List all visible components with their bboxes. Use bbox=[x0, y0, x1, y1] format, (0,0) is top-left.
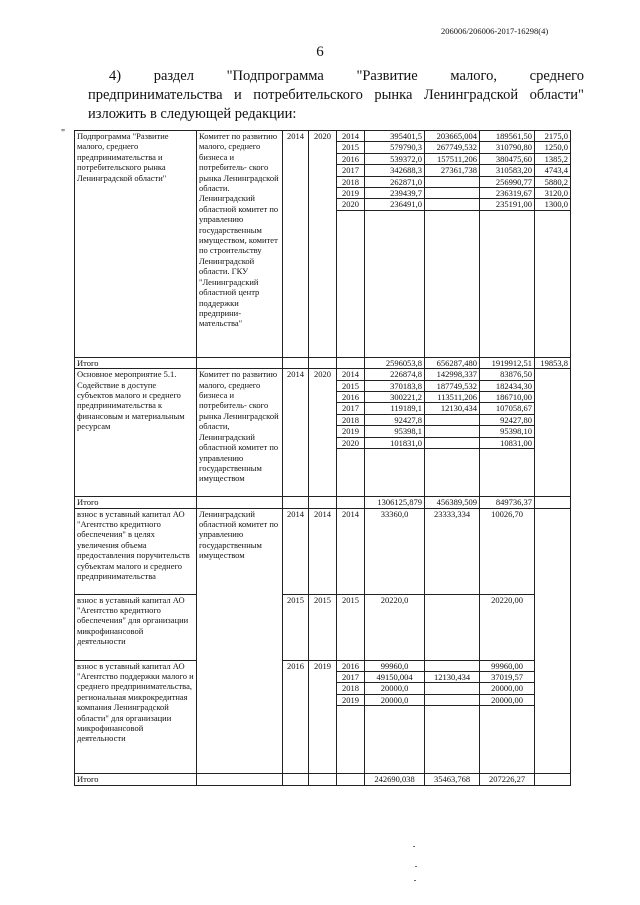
contribution-name: взнос в уставный капитал АО "Агентство кредитного обеспечения" для организации микрофинансовой деятельности bbox=[75, 594, 197, 660]
regional-cell: 95398,10 bbox=[480, 426, 535, 437]
total-cell: 236491,0 bbox=[365, 199, 425, 210]
intro-word: среднего bbox=[529, 68, 584, 84]
total-cell: 226874,8 bbox=[365, 369, 425, 380]
year-cell: 2015 bbox=[337, 594, 365, 660]
total-cell: 99960,0 bbox=[365, 660, 425, 671]
total-cell: 370183,8 bbox=[365, 380, 425, 391]
total-cell: 49150,004 bbox=[365, 671, 425, 682]
total-row bbox=[75, 357, 571, 368]
total-cell: 242690,038 bbox=[365, 774, 425, 785]
federal-cell: 187749,532 bbox=[425, 380, 480, 391]
federal-cell: 35463,768 bbox=[425, 774, 480, 785]
regional-cell: 20000,00 bbox=[480, 694, 535, 705]
year-cell: 2019 bbox=[337, 188, 365, 199]
year-cell: 2014 bbox=[337, 131, 365, 142]
year-cell: 2018 bbox=[337, 176, 365, 187]
table-row bbox=[75, 660, 571, 671]
contribution-start: 2014 bbox=[283, 508, 309, 594]
total-cell: 539372,0 bbox=[365, 153, 425, 164]
year-cell: 2017 bbox=[337, 403, 365, 414]
contribution-start: 2015 bbox=[283, 594, 309, 660]
year-cell: 2015 bbox=[337, 142, 365, 153]
intro-line-2 bbox=[88, 86, 584, 105]
total-cell: 342688,3 bbox=[365, 165, 425, 176]
regional-cell: 182434,30 bbox=[480, 380, 535, 391]
intro-word: рынка bbox=[374, 87, 413, 103]
total-cell: 20000,0 bbox=[365, 694, 425, 705]
regional-cell: 310583,20 bbox=[480, 165, 535, 176]
intro-word: "Развитие bbox=[356, 68, 418, 84]
federal-cell: 267749,532 bbox=[425, 142, 480, 153]
federal-cell: 456389,509 bbox=[425, 497, 480, 508]
year-cell: 2020 bbox=[337, 199, 365, 210]
regional-cell: 10026,70 bbox=[480, 508, 535, 594]
total-cell: 262871,0 bbox=[365, 176, 425, 187]
scan-speck bbox=[415, 866, 417, 867]
total-row bbox=[75, 774, 571, 785]
other-cell: 3120,0 bbox=[535, 188, 571, 199]
total-cell: 20220,0 bbox=[365, 594, 425, 660]
other-cell: 1300,0 bbox=[535, 199, 571, 210]
contribution-name: взнос в уставный капитал АО "Агентство кредитного обеспечения" в целях увеличения объема предоставления поручительств субъектам малого и среднего предпринимательства bbox=[75, 508, 197, 594]
scan-speck bbox=[414, 880, 416, 881]
regional-cell: 83876,50 bbox=[480, 369, 535, 380]
total-label: Итого bbox=[75, 497, 197, 508]
intro-word: малого, bbox=[450, 68, 497, 84]
intro-word: предпринимательства bbox=[88, 87, 223, 103]
funding-table bbox=[74, 130, 571, 786]
year-cell: 2018 bbox=[337, 414, 365, 425]
year-cell: 2017 bbox=[337, 671, 365, 682]
federal-cell bbox=[425, 426, 480, 437]
federal-cell bbox=[425, 694, 480, 705]
federal-cell: 12130,434 bbox=[425, 671, 480, 682]
page-number: 6 bbox=[316, 44, 324, 60]
program-executor: Комитет по развитию малого, среднего бизнеса и потребитель- ского рынка Ленинградской области. Ленинградский областной комитет по управлению государственным имуществом, комитет по строительству Ленинградской области. ГКУ "Ленинградский областной центр поддержки предприни- мательства" bbox=[197, 131, 283, 358]
federal-cell bbox=[425, 414, 480, 425]
total-cell: 2596053,8 bbox=[365, 357, 425, 368]
year-cell: 2016 bbox=[337, 660, 365, 671]
regional-cell: 99960,00 bbox=[480, 660, 535, 671]
federal-cell: 12130,434 bbox=[425, 403, 480, 414]
intro-line-3: изложить в следующей редакции: bbox=[88, 106, 297, 122]
year-cell: 2016 bbox=[337, 153, 365, 164]
federal-cell bbox=[425, 188, 480, 199]
intro-word: и bbox=[234, 87, 242, 103]
total-cell: 239439,7 bbox=[365, 188, 425, 199]
contribution-start: 2016 bbox=[283, 660, 309, 774]
scan-speck bbox=[413, 846, 415, 847]
federal-cell: 23333,334 bbox=[425, 508, 480, 594]
federal-cell: 113511,206 bbox=[425, 392, 480, 403]
regional-cell: 20220,00 bbox=[480, 594, 535, 660]
regional-cell: 235191,00 bbox=[480, 199, 535, 210]
opening-quote: " bbox=[61, 128, 66, 139]
year-cell: 2014 bbox=[337, 369, 365, 380]
table-row bbox=[75, 594, 571, 660]
contribution-end: 2019 bbox=[309, 660, 337, 774]
total-cell: 101831,0 bbox=[365, 437, 425, 448]
total-cell: 579790,3 bbox=[365, 142, 425, 153]
year-cell: 2015 bbox=[337, 380, 365, 391]
regional-cell: 236319,67 bbox=[480, 188, 535, 199]
program-end: 2020 bbox=[309, 131, 337, 358]
intro-word: раздел bbox=[153, 68, 194, 84]
total-cell: 119189,1 bbox=[365, 403, 425, 414]
intro-word: Ленинградской bbox=[423, 87, 519, 103]
total-cell: 300221,2 bbox=[365, 392, 425, 403]
regional-cell: 92427,80 bbox=[480, 414, 535, 425]
federal-cell bbox=[425, 594, 480, 660]
total-cell: 92427,8 bbox=[365, 414, 425, 425]
federal-cell bbox=[425, 437, 480, 448]
federal-cell bbox=[425, 683, 480, 694]
total-label: Итого bbox=[75, 357, 197, 368]
year-cell: 2018 bbox=[337, 683, 365, 694]
year-cell: 2019 bbox=[337, 426, 365, 437]
total-cell: 33360,0 bbox=[365, 508, 425, 594]
year-cell: 2014 bbox=[337, 508, 365, 594]
measure-executor: Комитет по развитию малого, среднего бизнеса и потребитель- ского рынка Ленинградской области, Ленинградский областной комитет по управлению государственным имуществом bbox=[197, 369, 283, 497]
measure-end: 2020 bbox=[309, 369, 337, 497]
regional-cell: 189561,50 bbox=[480, 131, 535, 142]
contribution-end: 2014 bbox=[309, 508, 337, 594]
regional-cell: 107058,67 bbox=[480, 403, 535, 414]
intro-word: "Подпрограмма bbox=[226, 68, 324, 84]
total-cell: 20000,0 bbox=[365, 683, 425, 694]
regional-cell: 1919912,51 bbox=[480, 357, 535, 368]
regional-cell: 849736,37 bbox=[480, 497, 535, 508]
federal-cell bbox=[425, 199, 480, 210]
year-cell: 2020 bbox=[337, 437, 365, 448]
other-cell: 4743,4 bbox=[535, 165, 571, 176]
table-row bbox=[75, 369, 571, 380]
other-cell: 5880,2 bbox=[535, 176, 571, 187]
regional-cell: 10831,00 bbox=[480, 437, 535, 448]
other-cell: 19853,8 bbox=[535, 357, 571, 368]
year-cell: 2019 bbox=[337, 694, 365, 705]
total-label: Итого bbox=[75, 774, 197, 785]
measure-name: Основное мероприятие 5.1. Содействие в доступе субъектов малого и среднего предпринимательства к финансовым и материальным ресурсам bbox=[75, 369, 197, 497]
year-cell: 2017 bbox=[337, 165, 365, 176]
federal-cell: 656287,480 bbox=[425, 357, 480, 368]
document-id: 206006/206006-2017-16298(4) bbox=[441, 26, 549, 36]
other-cell: 1385,2 bbox=[535, 153, 571, 164]
federal-cell: 142998,337 bbox=[425, 369, 480, 380]
total-cell: 1306125,879 bbox=[365, 497, 425, 508]
federal-cell: 157511,206 bbox=[425, 153, 480, 164]
regional-cell: 186710,00 bbox=[480, 392, 535, 403]
contribution-executor: Ленинградский областной комитет по управлению государственным имуществом bbox=[197, 508, 283, 774]
table-row bbox=[75, 508, 571, 594]
total-cell: 395401,5 bbox=[365, 131, 425, 142]
total-cell: 95398,1 bbox=[365, 426, 425, 437]
intro-word: области" bbox=[529, 87, 584, 103]
federal-cell bbox=[425, 176, 480, 187]
intro-line-1 bbox=[88, 67, 584, 86]
table-row bbox=[75, 131, 571, 142]
regional-cell: 20000,00 bbox=[480, 683, 535, 694]
measure-start: 2014 bbox=[283, 369, 309, 497]
regional-cell: 380475,60 bbox=[480, 153, 535, 164]
contribution-end: 2015 bbox=[309, 594, 337, 660]
intro-word: 4) bbox=[109, 68, 122, 84]
other-cell: 1250,0 bbox=[535, 142, 571, 153]
federal-cell bbox=[425, 660, 480, 671]
intro-word: потребительского bbox=[253, 87, 363, 103]
federal-cell: 203665,004 bbox=[425, 131, 480, 142]
program-start: 2014 bbox=[283, 131, 309, 358]
contribution-name: взнос в уставный капитал АО "Агентство поддержки малого и среднего предпринимательства, региональная микрокредитная компания Ленинградской области" для организации микрофинансовой деятельности bbox=[75, 660, 197, 774]
regional-cell: 37019,57 bbox=[480, 671, 535, 682]
total-row bbox=[75, 497, 571, 508]
federal-cell: 27361,738 bbox=[425, 165, 480, 176]
regional-cell: 207226,27 bbox=[480, 774, 535, 785]
regional-cell: 256990,77 bbox=[480, 176, 535, 187]
program-name: Подпрограмма "Развитие малого, среднего предпринимательства и потребительского рынка Ленинградской области" bbox=[75, 131, 197, 358]
other-cell: 2175,0 bbox=[535, 131, 571, 142]
regional-cell: 310790,80 bbox=[480, 142, 535, 153]
year-cell: 2016 bbox=[337, 392, 365, 403]
